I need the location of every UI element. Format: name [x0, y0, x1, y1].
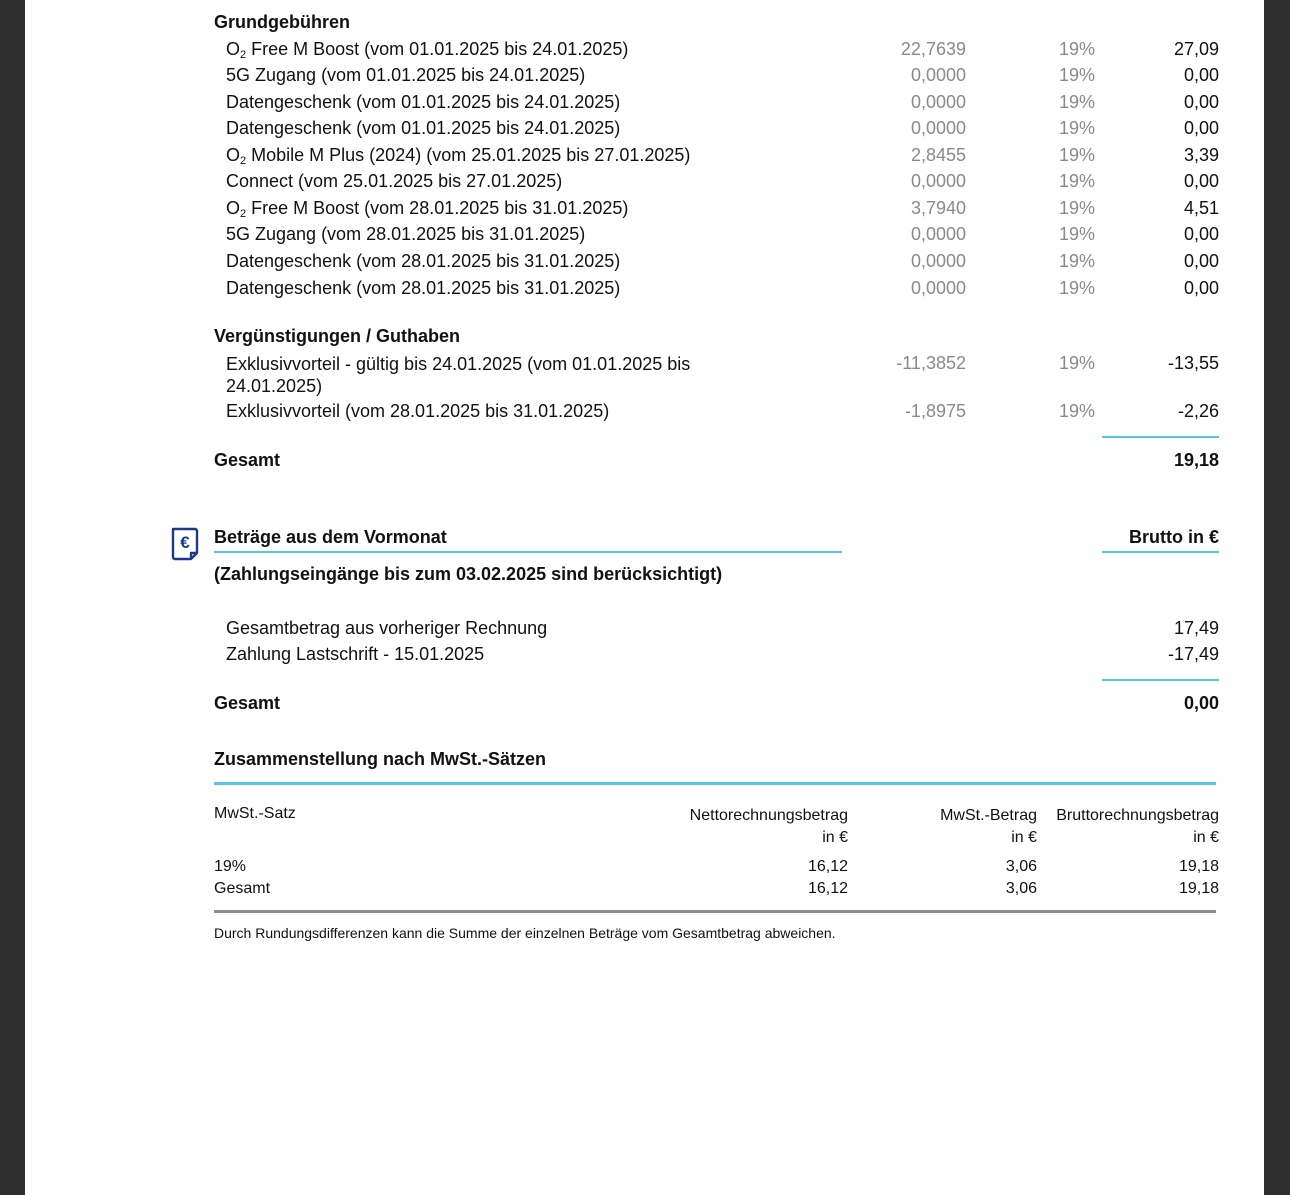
section-title-verguenstigungen: Vergünstigungen / Guthaben [214, 326, 461, 346]
fee-item-gross: 0,00 [1183, 251, 1219, 271]
fee-item-vat: 19% [1058, 118, 1095, 138]
mwst-row-2-vat: 3,06 [1005, 880, 1037, 897]
mwst-row-2-gross: 19,18 [1178, 880, 1219, 897]
fee-item-net: 0,0000 [910, 118, 966, 138]
mwst-header-vat [887, 805, 1037, 849]
fee-item-gross: 27,09 [1173, 39, 1219, 59]
mwst-header-vat-line1: MwSt.-Betrag [940, 807, 1037, 824]
discount-item-1-line2: 24.01.2025) [226, 376, 323, 396]
fee-item-net: 0,0000 [910, 92, 966, 112]
discount-2-net: -1,8975 [904, 401, 966, 421]
discount-item-1-line1: Exklusivvorteil - gültig bis 24.01.2025 (vom 01.01.2025 bis [226, 354, 691, 374]
fee-item-vat: 19% [1058, 198, 1095, 218]
vormonat-total-rule [1102, 679, 1219, 681]
vormonat-row-2-label: Zahlung Lastschrift - 15.01.2025 [226, 644, 485, 664]
discount-1-vat: 19% [1058, 353, 1095, 373]
discount-2-gross: -2,26 [1177, 401, 1219, 421]
fee-item-label [226, 145, 690, 166]
fee-item-label [226, 198, 628, 219]
mwst-header-vat-line2: in € [1011, 829, 1037, 846]
euro-document-icon [170, 526, 200, 562]
mwst-bottom-rule [214, 910, 1216, 913]
mwst-row-1-net: 16,12 [807, 858, 848, 875]
fee-item-gross: 0,00 [1183, 92, 1219, 112]
mwst-row-2-net: 16,12 [807, 880, 848, 897]
fee-item-gross: 0,00 [1183, 224, 1219, 244]
fee-item-net: 3,7940 [910, 198, 966, 218]
fee-item-gross: 0,00 [1183, 118, 1219, 138]
fee-item-label-main: 5G Zugang (vom 28.01.2025 bis 31.01.2025) [226, 224, 586, 244]
mwst-row-1-gross: 19,18 [1178, 858, 1219, 875]
fee-item-label [226, 92, 620, 113]
fee-item-vat: 19% [1058, 278, 1095, 298]
fee-item-label-rest: Free M Boost (vom 01.01.2025 bis 24.01.2025) [246, 39, 629, 59]
fee-item-net: 0,0000 [910, 224, 966, 244]
fee-item-vat: 19% [1058, 39, 1095, 59]
vormonat-title: Beträge aus dem Vormonat [214, 527, 447, 547]
fee-item-label [226, 171, 562, 192]
fee-item-vat: 19% [1058, 92, 1095, 112]
total-value: 19,18 [1173, 450, 1219, 470]
mwst-title: Zusammenstellung nach MwSt.-Sätzen [214, 749, 547, 769]
vormonat-row-1-value: 17,49 [1173, 618, 1219, 638]
fee-item-label-main: Datengeschenk (vom 01.01.2025 bis 24.01.2025) [226, 92, 621, 112]
mwst-header-net [648, 805, 848, 849]
vormonat-title-rule [214, 551, 842, 553]
fee-item-label [226, 65, 585, 86]
vormonat-col-header: Brutto in € [1129, 527, 1219, 547]
mwst-header-gross-line2: in € [1193, 829, 1219, 846]
fee-item-label-subscript: 2 [240, 49, 247, 61]
mwst-header-rate: MwSt.-Satz [214, 805, 296, 822]
vormonat-total-value: 0,00 [1183, 693, 1219, 713]
mwst-row-1-rate: 19% [214, 858, 247, 875]
fee-item-net: 0,0000 [910, 251, 966, 271]
fee-item-label [226, 118, 620, 139]
section-title-grundgebuehren: Grundgebühren [214, 12, 350, 32]
vormonat-subtitle: (Zahlungseingänge bis zum 03.02.2025 sind berücksichtigt) [214, 564, 723, 584]
mwst-header-net-line1: Nettorechnungsbetrag [689, 807, 848, 824]
fee-item-label-main: Datengeschenk (vom 01.01.2025 bis 24.01.2025) [226, 118, 621, 138]
fee-item-label-main: Connect (vom 25.01.2025 bis 27.01.2025) [226, 171, 563, 191]
fee-item-gross: 0,00 [1183, 278, 1219, 298]
fee-item-label-rest: Free M Boost (vom 28.01.2025 bis 31.01.2025) [246, 198, 629, 218]
fee-item-net: 2,8455 [910, 145, 966, 165]
invoice-page [25, 0, 1264, 1195]
fee-item-label [226, 39, 628, 60]
fee-item-net: 22,7639 [900, 39, 966, 59]
fee-item-label [226, 251, 620, 272]
fee-item-label-main: O [226, 39, 241, 59]
fee-item-label-main: 5G Zugang (vom 01.01.2025 bis 24.01.2025) [226, 65, 586, 85]
discount-item-1 [226, 353, 690, 397]
discount-2-vat: 19% [1058, 401, 1095, 421]
mwst-header-gross [1039, 805, 1219, 849]
fee-item-gross: 0,00 [1183, 65, 1219, 85]
mwst-row-1-vat: 3,06 [1005, 858, 1037, 875]
fee-item-vat: 19% [1058, 65, 1095, 85]
vormonat-row-1-label: Gesamtbetrag aus vorheriger Rechnung [226, 618, 548, 638]
fee-item-vat: 19% [1058, 145, 1095, 165]
discount-1-gross: -13,55 [1167, 353, 1219, 373]
vormonat-col-rule [1102, 551, 1219, 553]
fee-item-label-subscript: 2 [240, 208, 247, 220]
rounding-note: Durch Rundungsdifferenzen kann die Summe der einzelnen Beträge vom Gesamtbetrag abweichen. [214, 925, 836, 941]
mwst-header-gross-line1: Bruttorechnungsbetrag [1056, 807, 1219, 824]
fee-item-net: 0,0000 [910, 171, 966, 191]
vormonat-total-label: Gesamt [214, 693, 281, 713]
vormonat-row-2-value: -17,49 [1167, 644, 1219, 664]
fee-item-net: 0,0000 [910, 65, 966, 85]
fee-item-gross: 3,39 [1183, 145, 1219, 165]
total-label: Gesamt [214, 450, 281, 470]
fee-item-label-subscript: 2 [240, 155, 247, 167]
fee-item-label-main: Datengeschenk (vom 28.01.2025 bis 31.01.2025) [226, 251, 621, 271]
discount-1-net: -11,3852 [896, 353, 966, 373]
fee-item-label [226, 224, 585, 245]
mwst-title-rule [214, 782, 1216, 785]
fee-item-vat: 19% [1058, 224, 1095, 244]
fee-item-label-main: O [226, 198, 241, 218]
svg-text:€: € [180, 533, 190, 552]
mwst-header-net-line2: in € [822, 829, 848, 846]
total-rule [1102, 436, 1219, 438]
mwst-row-2-rate: Gesamt [214, 880, 271, 897]
fee-item-gross: 4,51 [1183, 198, 1219, 218]
fee-item-label-main: Datengeschenk (vom 28.01.2025 bis 31.01.2025) [226, 278, 621, 298]
fee-item-gross: 0,00 [1183, 171, 1219, 191]
fee-item-vat: 19% [1058, 251, 1095, 271]
fee-item-label-main: O [226, 145, 241, 165]
fee-item-net: 0,0000 [910, 278, 966, 298]
fee-item-label [226, 278, 620, 299]
fee-item-label-rest: Mobile M Plus (2024) (vom 25.01.2025 bis 27.01.2025) [246, 145, 691, 165]
fee-item-vat: 19% [1058, 171, 1095, 191]
discount-item-2: Exklusivvorteil (vom 28.01.2025 bis 31.01.2025) [226, 401, 610, 421]
